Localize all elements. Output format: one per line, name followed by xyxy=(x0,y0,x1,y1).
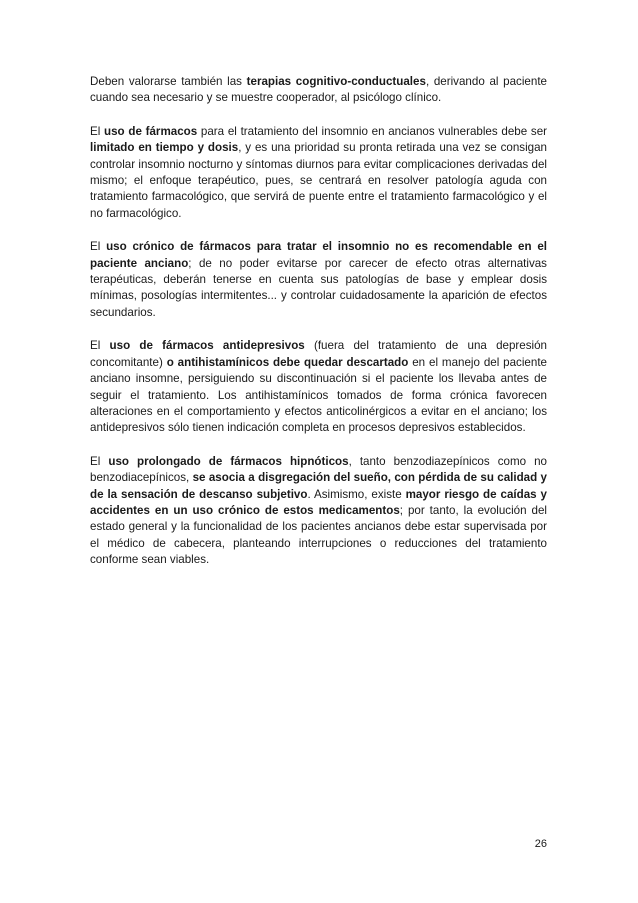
bold-phrase: o antihistamínicos debe quedar descartado xyxy=(166,355,409,369)
text-run: (fuera del tratamiento de una depresión concomitante) xyxy=(90,339,548,369)
page-number: 26 xyxy=(534,838,547,850)
paragraph-chronic-use xyxy=(90,239,547,321)
bold-phrase: uso prolongado de fármacos hipnóticos xyxy=(108,454,349,468)
bold-phrase: limitado en tiempo y dosis xyxy=(90,141,239,155)
text-run: ; de no poder evitarse por carecer de efecto otras alternativas terapéuticas, deberán tenerse en cuenta sus patologías de base y emplear dosis mínimas, posologías intermitentes... y controlar cuidadosamente la aparición de efectos secundarios. xyxy=(90,256,547,319)
paragraph-cognitive-therapy xyxy=(90,74,547,107)
bold-phrase: uso de fármacos antidepresivos xyxy=(109,339,305,353)
paragraph-antidepressants xyxy=(90,338,547,436)
text-run: , tanto benzodiazepínicos como no benzodiacepínicos, xyxy=(90,454,547,485)
bold-phrase: terapias cognitivo-conductuales xyxy=(246,75,426,88)
text-run: Deben valorarse también las xyxy=(90,75,247,88)
text-run: para el tratamiento del insomnio en ancianos vulnerables debe ser xyxy=(197,124,548,138)
body-text xyxy=(90,74,547,586)
text-run: . Asimismo, existe xyxy=(307,487,406,501)
text-run: El xyxy=(90,339,110,353)
bold-phrase: uso crónico de fármacos para tratar el insomnio no es recomendable en el paciente anciano xyxy=(90,240,548,270)
bold-phrase: uso de fármacos xyxy=(104,124,198,138)
bold-phrase: mayor riesgo de caídas y accidentes en un uso crónico de estos medicamentos xyxy=(90,487,547,517)
text-run: ; por tanto, la evolución del estado general y la funcionalidad de los pacientes ancianos debe estar supervisada por el médico de cabecera, planteando interrupciones o reducciones del tratamiento conforme sean viables. xyxy=(90,503,547,567)
paragraph-drug-use xyxy=(90,124,547,222)
paragraph-hypnotics xyxy=(90,454,547,569)
text-run: en el manejo del paciente anciano insomne, persiguiendo su discontinuación si el paciente los llevaba antes de seguir el tratamiento. Los antihistamínicos tomados de forma crónica favorecen alteraciones en el comportamiento y efectos anticolinérgicos a evitar en el anciano; los antidepresivos sólo tienen indicación completa en procesos depresivos establecidos. xyxy=(90,355,547,435)
text-run: , y es una prioridad su pronta retirada una vez se consigan controlar insomnio nocturno y síntomas diurnos para evitar complicaciones derivadas del mismo; el enfoque terapéutico, pues, se centrará en resolver patología aguda con tratamiento farmacológico, que servirá de puente entre el tratamiento farmacológico y el no farmacológico. xyxy=(90,141,547,220)
text-run: El xyxy=(90,240,107,254)
text-run: , derivando al paciente cuando sea necesario y se muestre cooperador, al psicólogo clínico. xyxy=(90,75,547,105)
text-run: El xyxy=(90,454,109,468)
bold-phrase: se asocia a disgregación del sueño, con pérdida de su calidad y de la sensación de descanso subjetivo xyxy=(90,471,547,501)
text-run: El xyxy=(90,124,105,138)
